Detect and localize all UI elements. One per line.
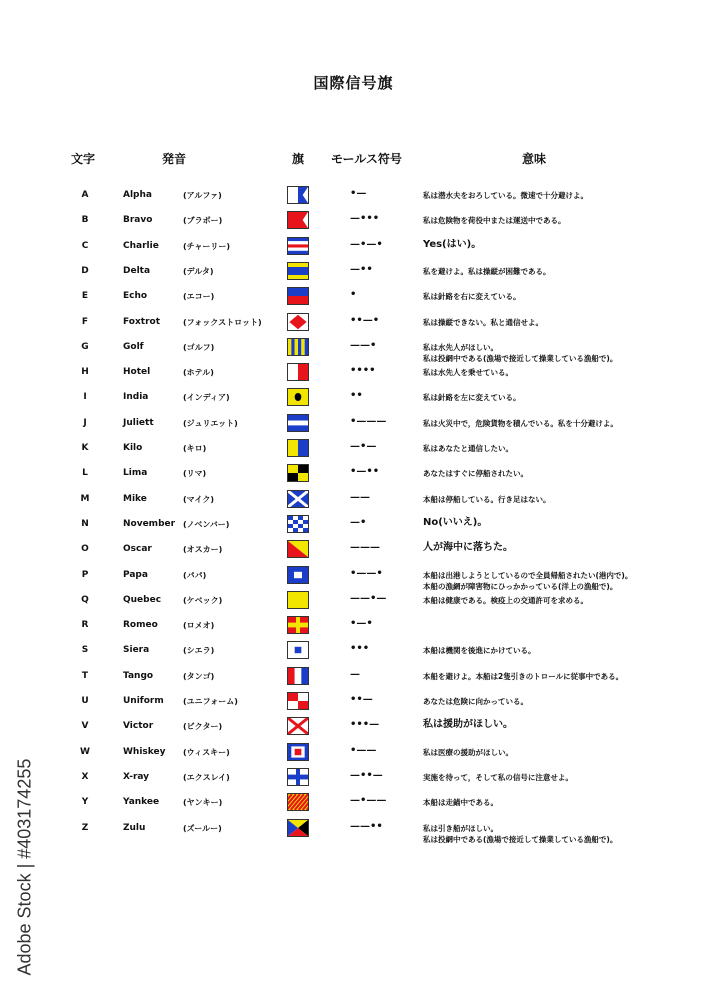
flag-g-icon — [288, 339, 308, 355]
row-flag — [287, 287, 309, 305]
flag-u-icon — [288, 693, 308, 709]
row-letter: O — [81, 544, 89, 555]
row-phonetic-word: Whiskey — [123, 746, 166, 757]
row-meaning: 私は水先人がほしい。 私は投網中である(漁場で接近して操業している漁船で)。 — [423, 342, 618, 363]
signal-row — [0, 515, 707, 535]
row-letter: E — [81, 291, 89, 302]
row-letter: T — [81, 670, 89, 681]
row-meaning: あなたは危険に向かっている。 — [423, 697, 528, 706]
row-kana: (アルファ) — [183, 191, 222, 200]
row-kana: (オスカー) — [183, 545, 223, 555]
row-kana: (シエラ) — [183, 646, 215, 656]
row-kana: (タンゴ) — [183, 671, 215, 681]
row-phonetic-word: Charlie — [123, 240, 159, 251]
row-meaning: 本船は出港しようとしているので全員帰船されたい(港内で)。 本船の漁網が障害物にひっかかっている(洋上の漁船で)。 — [423, 570, 633, 591]
row-phonetic-word: Yankee — [123, 797, 160, 808]
signal-row — [0, 338, 707, 363]
row-letter: B — [81, 215, 89, 226]
row-phonetic-word: Delta — [123, 265, 151, 276]
row-flag — [287, 338, 309, 356]
row-morse: ••— — [350, 694, 373, 705]
row-kana: (ブラボー) — [183, 216, 223, 226]
flag-e-icon — [288, 288, 308, 304]
row-flag — [287, 464, 309, 482]
row-meaning: 本船は停船している。行き足はない。 — [423, 494, 551, 504]
row-letter: W — [80, 746, 90, 757]
signal-row — [0, 211, 707, 231]
row-morse: —•—— — [350, 795, 387, 807]
row-morse: •—•• — [350, 466, 380, 478]
row-letter: N — [81, 518, 89, 529]
row-kana: (ノベンバー) — [183, 519, 230, 529]
row-morse: ——• — [350, 339, 377, 351]
row-kana: (インディア) — [183, 393, 230, 403]
row-flag — [287, 540, 309, 558]
row-flag — [287, 515, 309, 533]
row-morse: —••• — [350, 213, 380, 225]
row-flag — [287, 313, 309, 331]
row-letter: K — [81, 443, 89, 453]
flag-i-icon — [288, 389, 308, 405]
row-flag — [287, 591, 309, 609]
row-morse: •——• — [350, 567, 383, 579]
row-letter: M — [80, 493, 90, 504]
row-flag — [287, 363, 309, 381]
row-phonetic-word: Bravo — [123, 215, 153, 226]
flag-o-icon — [288, 541, 308, 557]
row-meaning: 私は操縦できない。私と通信せよ。 — [423, 317, 543, 327]
flag-b-icon — [288, 212, 308, 228]
row-flag — [287, 211, 309, 229]
flag-q-icon — [288, 592, 308, 608]
flag-a-icon — [288, 187, 308, 203]
row-phonetic-word: Foxtrot — [123, 316, 160, 327]
row-meaning: 人が海中に落ちた。 — [423, 542, 513, 554]
row-kana: (ケベック) — [183, 595, 223, 605]
flag-k-icon — [288, 440, 308, 456]
row-phonetic-word: Alpha — [123, 190, 152, 200]
header-letter: 文字 — [71, 152, 96, 166]
row-morse: •••— — [350, 719, 380, 731]
row-phonetic-word: Hotel — [123, 367, 151, 378]
row-kana: (ホテル) — [183, 368, 214, 378]
flag-t-icon — [288, 668, 308, 684]
row-letter: F — [81, 316, 89, 327]
row-morse: —••— — [350, 769, 383, 781]
row-phonetic-word: Victor — [123, 721, 154, 732]
signal-row — [0, 490, 707, 510]
row-phonetic-word: Echo — [123, 291, 148, 302]
flag-l-icon — [288, 465, 308, 481]
signal-row — [0, 692, 707, 712]
row-morse: —•—• — [350, 238, 383, 250]
row-phonetic-word: Uniform — [123, 696, 164, 706]
flag-w-icon — [288, 744, 308, 760]
row-morse: — — [350, 668, 360, 680]
row-flag — [287, 616, 309, 634]
row-kana: (フォックストロット) — [183, 317, 262, 327]
flag-z-icon — [288, 820, 308, 836]
row-kana: (ズールー) — [183, 823, 222, 833]
row-letter: L — [82, 468, 88, 479]
row-meaning: 私は援助がほしい。 — [423, 719, 513, 731]
row-phonetic-word: Golf — [123, 341, 144, 352]
row-flag — [287, 490, 309, 508]
row-morse: •——— — [350, 415, 387, 427]
row-letter: Y — [81, 797, 89, 808]
row-phonetic-word: Zulu — [123, 822, 146, 833]
row-phonetic-word: November — [123, 518, 176, 529]
header-meaning: 意味 — [522, 152, 547, 166]
row-letter: H — [81, 367, 89, 378]
row-phonetic-word: Lima — [123, 468, 148, 479]
row-morse: ——•— — [350, 592, 387, 604]
row-meaning: 私はあなたと通信したい。 — [423, 444, 513, 453]
row-meaning: あなたはすぐに停船されたい。 — [423, 469, 528, 479]
row-meaning: 本船を避けよ。本船は2隻引きのトロールに従事中である。 — [423, 671, 624, 681]
row-flag — [287, 566, 309, 584]
row-meaning: 私は潜水夫をおろしている。微速で十分避けよ。 — [423, 191, 588, 200]
row-phonetic-word: Oscar — [123, 544, 152, 555]
row-morse: ••• — [350, 643, 370, 655]
row-letter: J — [83, 417, 87, 428]
row-letter: P — [81, 569, 89, 580]
signal-row — [0, 566, 707, 591]
row-morse: ——•• — [350, 820, 383, 832]
row-letter: I — [83, 392, 87, 403]
signal-row — [0, 743, 707, 763]
row-meaning: 私は針路を右に変えている。 — [423, 292, 521, 302]
flag-m-icon — [288, 491, 308, 507]
row-phonetic-word: Kilo — [123, 443, 143, 453]
signal-row — [0, 464, 707, 484]
row-flag — [287, 768, 309, 786]
row-phonetic-word: Tango — [123, 670, 154, 681]
signal-row — [0, 237, 707, 257]
row-kana: (ユニフォーム) — [183, 697, 238, 706]
row-morse: —— — [350, 491, 370, 503]
signal-row — [0, 363, 707, 383]
row-meaning: No(いいえ)。 — [423, 516, 488, 528]
row-flag — [287, 414, 309, 432]
flag-x-icon — [288, 769, 308, 785]
signal-row — [0, 414, 707, 434]
signal-row — [0, 186, 707, 206]
row-phonetic-word: Papa — [123, 569, 148, 580]
row-kana: (ビクター) — [183, 722, 223, 732]
row-letter: A — [81, 190, 89, 200]
row-phonetic-word: Juliett — [123, 417, 154, 428]
signal-row — [0, 667, 707, 687]
row-morse: —• — [350, 516, 367, 528]
signal-row — [0, 388, 707, 408]
row-letter: U — [81, 696, 89, 706]
signal-row — [0, 262, 707, 282]
flag-c-icon — [288, 238, 308, 254]
row-morse: —•• — [350, 263, 373, 275]
row-kana: (リマ) — [183, 469, 207, 479]
row-kana: (チャーリー) — [183, 241, 231, 251]
row-kana: (ウィスキー) — [183, 747, 230, 757]
row-kana: (ジュリエット) — [183, 418, 238, 428]
signal-row — [0, 793, 707, 813]
row-flag — [287, 819, 309, 837]
flag-p-icon — [288, 567, 308, 583]
signal-row — [0, 439, 707, 459]
row-flag — [287, 667, 309, 685]
row-flag — [287, 237, 309, 255]
row-phonetic-word: Siera — [123, 645, 150, 656]
flag-y-icon — [288, 794, 308, 810]
row-flag — [287, 743, 309, 761]
row-flag — [287, 793, 309, 811]
row-meaning: Yes(はい)。 — [423, 238, 482, 250]
row-morse: ••—• — [350, 314, 380, 326]
flag-r-icon — [288, 617, 308, 633]
signal-row — [0, 591, 707, 611]
row-kana: (エコー) — [183, 292, 215, 302]
row-phonetic-word: Quebec — [123, 594, 162, 605]
row-kana: (キロ) — [183, 444, 207, 453]
row-letter: Q — [81, 594, 89, 605]
signal-row — [0, 540, 707, 560]
signal-row — [0, 616, 707, 636]
header-morse: モールス符号 — [331, 152, 402, 166]
row-meaning: 私は危険物を荷役中または運送中である。 — [423, 216, 566, 226]
row-morse: • — [350, 289, 357, 301]
row-meaning: 本船は健康である。検疫上の交通許可を求める。 — [423, 595, 588, 605]
row-morse: —•— — [350, 441, 377, 452]
flag-f-icon — [288, 314, 308, 330]
row-meaning: 私を避けよ。私は操縦が困難である。 — [423, 266, 551, 276]
row-meaning: 私は水先人を乗せている。 — [423, 368, 513, 378]
row-morse: •••• — [350, 365, 376, 377]
signal-row — [0, 641, 707, 661]
row-flag — [287, 186, 309, 204]
flag-v-icon — [288, 718, 308, 734]
row-flag — [287, 717, 309, 735]
page-title: 国際信号旗 — [313, 74, 394, 92]
flag-d-icon — [288, 263, 308, 279]
row-flag — [287, 439, 309, 457]
row-letter: S — [81, 645, 89, 656]
header-pronunciation: 発音 — [162, 152, 187, 166]
row-meaning: 私は引き船がほしい。 私は投網中である(漁場で接近して操業している漁船で)。 — [423, 823, 618, 844]
row-flag — [287, 262, 309, 280]
row-kana: (マイク) — [183, 494, 214, 504]
row-morse: ——— — [350, 542, 380, 554]
signal-row — [0, 313, 707, 333]
signal-row — [0, 287, 707, 307]
row-phonetic-word: Mike — [123, 493, 147, 504]
row-morse: •—• — [350, 618, 373, 630]
row-letter: V — [81, 721, 89, 732]
flag-j-icon — [288, 415, 308, 431]
row-meaning: 本船は機関を後進にかけている。 — [423, 646, 536, 656]
row-letter: R — [81, 620, 89, 631]
row-kana: (パパ) — [183, 570, 207, 580]
row-phonetic-word: Romeo — [123, 620, 158, 631]
flag-h-icon — [288, 364, 308, 380]
row-flag — [287, 692, 309, 710]
row-kana: (エクスレイ) — [183, 772, 230, 782]
row-meaning: 実施を待って，そして私の信号に注意せよ。 — [423, 772, 573, 782]
row-meaning: 私は医療の援助がほしい。 — [423, 747, 513, 757]
row-kana: (ヤンキー) — [183, 798, 223, 808]
row-letter: X — [81, 771, 89, 782]
row-morse: •—— — [350, 744, 377, 756]
row-letter: Z — [81, 822, 89, 833]
watermark: Adobe Stock | #403174255 — [14, 758, 35, 976]
row-meaning: 私は火災中で，危険貨物を積んでいる。私を十分避けよ。 — [423, 418, 618, 428]
row-morse: •• — [350, 390, 363, 402]
signal-row — [0, 717, 707, 737]
header-flag: 旗 — [292, 152, 305, 166]
row-letter: G — [81, 341, 89, 352]
row-meaning: 本船は走錨中である。 — [423, 798, 498, 808]
row-kana: (デルタ) — [183, 266, 214, 276]
row-letter: C — [81, 240, 89, 251]
signal-row — [0, 768, 707, 788]
row-letter: D — [81, 265, 89, 276]
flag-s-icon — [288, 642, 308, 658]
row-flag — [287, 641, 309, 659]
row-phonetic-word: X-ray — [123, 771, 150, 782]
row-morse: •— — [350, 188, 367, 199]
row-kana: (ゴルフ) — [183, 342, 215, 352]
row-phonetic-word: India — [123, 392, 149, 403]
row-meaning: 私は針路を左に変えている。 — [423, 393, 521, 403]
flag-n-icon — [288, 516, 308, 532]
signal-row — [0, 819, 707, 844]
row-kana: (ロメオ) — [183, 621, 215, 631]
row-flag — [287, 388, 309, 406]
